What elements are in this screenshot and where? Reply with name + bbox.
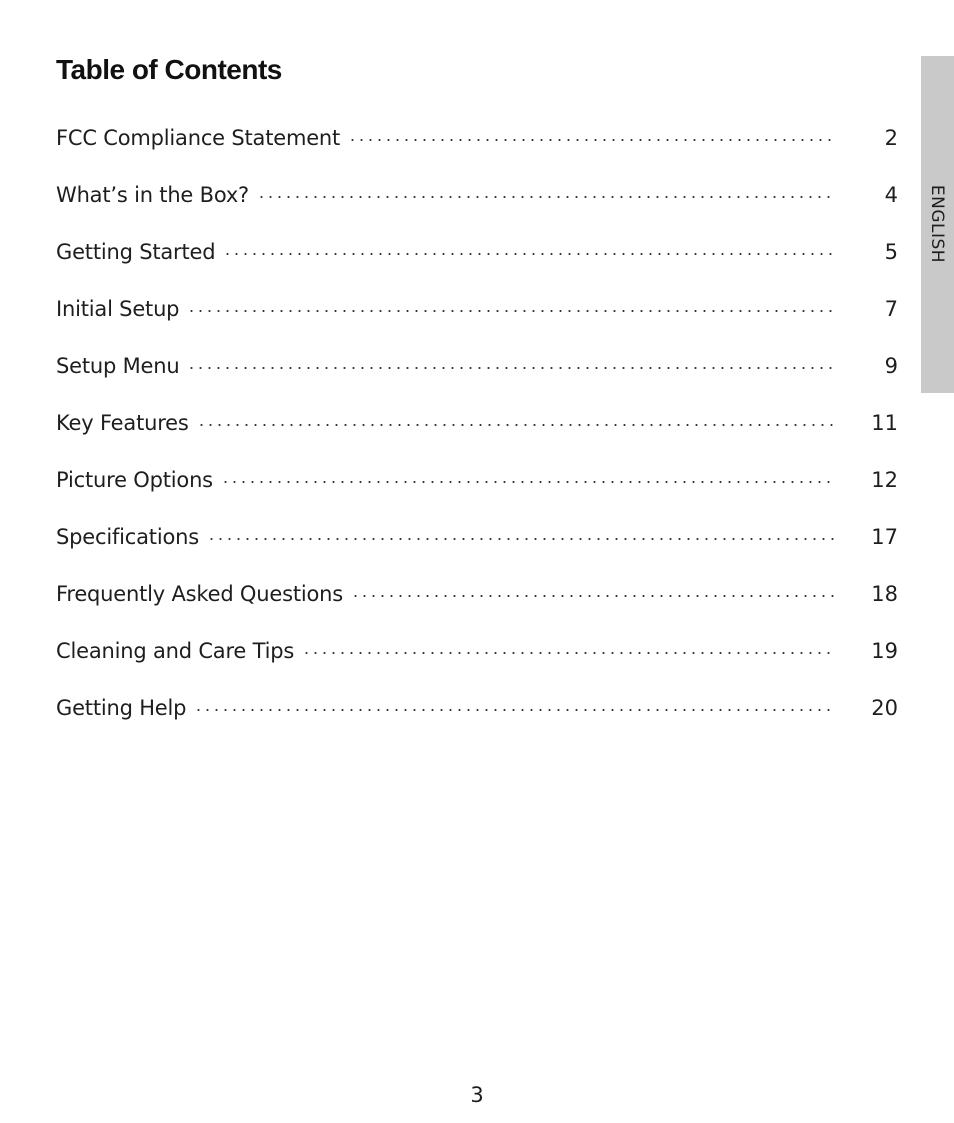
toc-entry-label: Picture Options: [56, 468, 213, 492]
dot-leader: [187, 367, 836, 369]
language-label: ENGLISH: [927, 184, 947, 264]
toc-entry-page-number: 5: [884, 240, 898, 264]
toc-entry-whats-in-the-box[interactable]: [56, 175, 898, 232]
dot-leader: [194, 709, 836, 711]
dot-leader: [187, 310, 836, 312]
toc-entry-label: Specifications: [56, 525, 199, 549]
toc-entry-page-number: 12: [871, 468, 898, 492]
toc-entry-specifications[interactable]: [56, 517, 898, 574]
toc-entry-page-number: 2: [884, 126, 898, 150]
toc-entry-label: Key Features: [56, 411, 189, 435]
page-number: 3: [470, 1083, 484, 1107]
dot-leader: [351, 595, 836, 597]
table-of-contents: [56, 118, 898, 745]
toc-entry-key-features[interactable]: [56, 403, 898, 460]
dot-leader: [207, 538, 836, 540]
toc-entry-page-number: 19: [871, 639, 898, 663]
toc-entry-getting-started[interactable]: [56, 232, 898, 289]
toc-entry-page-number: 4: [884, 183, 898, 207]
toc-entry-label: What’s in the Box?: [56, 183, 250, 207]
toc-entry-label: Initial Setup: [56, 297, 180, 321]
dot-leader: [257, 196, 836, 198]
dot-leader: [197, 424, 836, 426]
language-side-tab: [921, 56, 954, 393]
toc-entry-label: Getting Help: [56, 696, 187, 720]
toc-entry-page-number: 18: [871, 582, 898, 606]
toc-entry-label: Frequently Asked Questions: [56, 582, 343, 606]
dot-leader: [302, 652, 836, 654]
toc-entry-page-number: 11: [871, 411, 898, 435]
toc-entry-label: FCC Compliance Statement: [56, 126, 341, 150]
toc-entry-page-number: 7: [884, 297, 898, 321]
dot-leader: [348, 139, 836, 141]
toc-entry-picture-options[interactable]: [56, 460, 898, 517]
toc-entry-page-number: 17: [871, 525, 898, 549]
dot-leader: [223, 253, 836, 255]
toc-entry-initial-setup[interactable]: [56, 289, 898, 346]
toc-entry-label: Cleaning and Care Tips: [56, 639, 295, 663]
toc-entry-page-number: 20: [871, 696, 898, 720]
toc-entry-setup-menu[interactable]: [56, 346, 898, 403]
toc-entry-page-number: 9: [884, 354, 898, 378]
page-title: Table of Contents: [56, 54, 282, 85]
toc-entry-label: Getting Started: [56, 240, 216, 264]
dot-leader: [221, 481, 836, 483]
toc-entry-fcc-compliance-statement[interactable]: [56, 118, 898, 175]
toc-entry-getting-help[interactable]: [56, 688, 898, 745]
toc-entry-label: Setup Menu: [56, 354, 180, 378]
toc-entry-frequently-asked-questions[interactable]: [56, 574, 898, 631]
toc-entry-cleaning-and-care-tips[interactable]: [56, 631, 898, 688]
